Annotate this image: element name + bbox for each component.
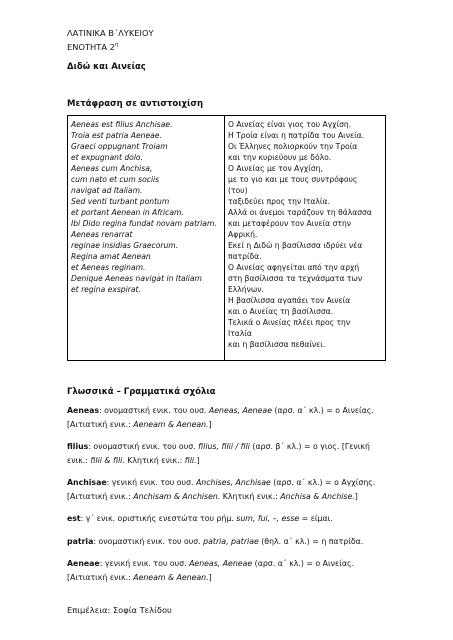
note-text: : γενική ενικ. του ουσ. <box>106 478 196 487</box>
note-text: (θηλ. α΄ κλ.) = η πατρίδα. <box>258 536 364 546</box>
grammar-note <box>67 557 387 584</box>
note-text: (αρσ. β΄ κλ.) = ο γιος. [Γενική ενικ.: <box>67 442 370 465</box>
greek-line: Εκεί η Διδώ η βασίλισσα ιδρύει νέα <box>228 241 363 250</box>
latin-line: et expugnant dolo. <box>71 153 143 162</box>
note-text: : ονομαστική ενικ. του ουσ. <box>99 406 209 415</box>
latin-line: et portant Aenean in Africam. <box>71 208 184 217</box>
note-text: : ονομαστική ενικ. του ουσ. <box>93 536 204 546</box>
note-term: Aeneas <box>67 406 100 415</box>
greek-line: Αλλά οι άνεμοι ταράζουν τη θάλασσα <box>228 208 372 217</box>
greek-line: Ο Αινείας είναι γιος του Αγχίση. <box>228 120 352 129</box>
note-form-variant: Anchisa & Anchise. <box>280 491 355 501</box>
latin-line: Aeneas renarrat <box>71 230 133 239</box>
greek-line: Η Τροία είναι η πατρίδα του Αινεία. <box>228 131 365 140</box>
greek-line: και μεταφέρουν τον Αινεία στην <box>228 219 352 228</box>
note-forms: sum, fui, –, esse <box>236 514 300 523</box>
greek-line: Η βασίλισσα αγαπάει τον Αινεία <box>228 296 351 305</box>
note-term: Anchisae <box>67 478 107 487</box>
latin-line: Regina amat Aenean <box>71 252 151 261</box>
course-title: ΛΑΤΙΝΙΚΑ Β΄ΛΥΚΕΙΟΥ <box>67 28 154 38</box>
latin-line: navigat ad Italiam. <box>71 186 143 195</box>
greek-line: και ο Αινείας τη βασίλισσα. <box>228 307 334 316</box>
latin-line: reginae insidias Graecorum. <box>71 241 179 250</box>
greek-column <box>225 116 386 361</box>
latin-line: Sed venti turbant pontum <box>71 197 170 206</box>
note-forms: patria, patriae <box>203 536 259 546</box>
note-text: Κλητική ενικ.: <box>220 491 281 501</box>
note-text: ] <box>354 491 358 501</box>
unit-label <box>67 39 154 53</box>
latin-line: et regina exspirat. <box>71 285 141 294</box>
greek-line: Ο Αινείας με τον Αγχίση, <box>228 164 323 173</box>
greek-line: Αφρική. <box>228 230 258 239</box>
note-term: patria <box>67 536 94 546</box>
grammar-note <box>67 512 387 526</box>
greek-line: ταξιδεύει προς την Ιταλία. <box>228 197 330 206</box>
greek-line: (του) <box>228 186 248 195</box>
latin-line: Troia est patria Aeneae. <box>71 131 162 140</box>
note-text: (αρσ. α΄ κλ.) = ο Αγχίσης. [Αιτιατική ενικ.: <box>67 478 376 501</box>
note-forms: filius, filii / fili <box>198 442 250 451</box>
note-text: = είμαι. <box>299 514 333 523</box>
note-form-variant: Anchisam & Anchisen. <box>133 491 221 501</box>
note-text: ] <box>208 419 212 429</box>
note-text: ] <box>208 572 212 582</box>
note-forms: Anchises, Anchisae <box>195 478 271 487</box>
grammar-note <box>67 440 387 467</box>
translation-row <box>68 116 386 361</box>
note-text: : γενική ενικ. του ουσ. <box>99 559 190 568</box>
footer-credit: Επιμέλεια: Σοφία Τελίδου <box>67 605 172 615</box>
greek-line: Οι Έλληνες πολιορκούν την Τροία <box>228 142 358 151</box>
greek-line: Ο Αινείας αφηγείται από την αρχή <box>228 263 360 272</box>
notes-heading: Γλωσσικά – Γραμματικά σχόλια <box>67 387 216 397</box>
note-forms: Aeneas, Aeneae <box>208 406 272 415</box>
greek-line: και την κυριεύουν με δόλο. <box>228 153 332 162</box>
latin-line: Graeci oppugnant Troiam <box>71 142 168 151</box>
note-form-variant: Aeneam & Aenean. <box>133 572 209 582</box>
latin-column <box>68 116 225 361</box>
document-header <box>67 27 154 53</box>
latin-line: Ibi Dido regina fundat novam patriam. <box>71 219 217 228</box>
latin-line: Aeneas cum Anchisa, <box>71 164 153 173</box>
note-term: Aeneae <box>67 559 100 568</box>
latin-line: Denique Aeneas navigat in Italiam <box>71 274 202 283</box>
note-text: : γ΄ ενικ. οριστικής ενεστώτα του ρήμ. <box>80 514 237 523</box>
note-form-variant: fili. <box>184 455 197 465</box>
grammar-notes <box>67 404 387 593</box>
greek-line: Τελικά ο Αινείας πλέει προς την <box>228 318 351 327</box>
greek-line: πατρίδα. <box>228 252 262 261</box>
translation-heading: Μετάφραση σε αντιστοιχίση <box>67 99 203 109</box>
note-term: filius <box>67 442 89 451</box>
note-forms: Aeneas, Aeneae <box>189 559 253 568</box>
note-form-variant: Aeneam & Aenean. <box>133 419 209 429</box>
note-text: : ονομαστική ενικ. του ουσ. <box>88 442 199 451</box>
note-form-variant: filii & fili. <box>90 455 125 465</box>
greek-line: Ελλήνων. <box>228 285 264 294</box>
page-title: Διδώ και Αινείας <box>67 62 146 72</box>
note-text: Κλητική ενικ.: <box>124 455 185 465</box>
note-text: (αρσ. α΄ κλ.) = ο Αινείας. [Αιτιατική ενικ.: <box>67 559 355 582</box>
note-text: (αρσ. α΄ κλ.) = ο Αινείας. [Αιτιατική ενικ.: <box>67 406 374 429</box>
grammar-note <box>67 404 387 431</box>
unit-label-text: ΕΝΟΤΗΤΑ 2 <box>67 41 115 52</box>
greek-line: και η βασίλισσα πεθαίνει. <box>228 340 326 349</box>
greek-line: Ιταλία <box>228 329 252 338</box>
latin-line: cum nato et cum sociis <box>71 175 160 184</box>
note-term: est <box>67 514 81 523</box>
grammar-note <box>67 535 387 549</box>
latin-line: Aeneas est filius Anchisae. <box>71 120 173 129</box>
latin-line: et Aeneas reginam. <box>71 263 146 272</box>
note-text: ] <box>196 455 200 465</box>
translation-table <box>67 115 386 361</box>
unit-label-superscript: η <box>114 42 119 48</box>
greek-line: στη βασίλισσα τα τεχνάσματα των <box>228 274 363 283</box>
grammar-note <box>67 476 387 503</box>
greek-line: με το γιο και με τους συντρόφους <box>228 175 358 184</box>
